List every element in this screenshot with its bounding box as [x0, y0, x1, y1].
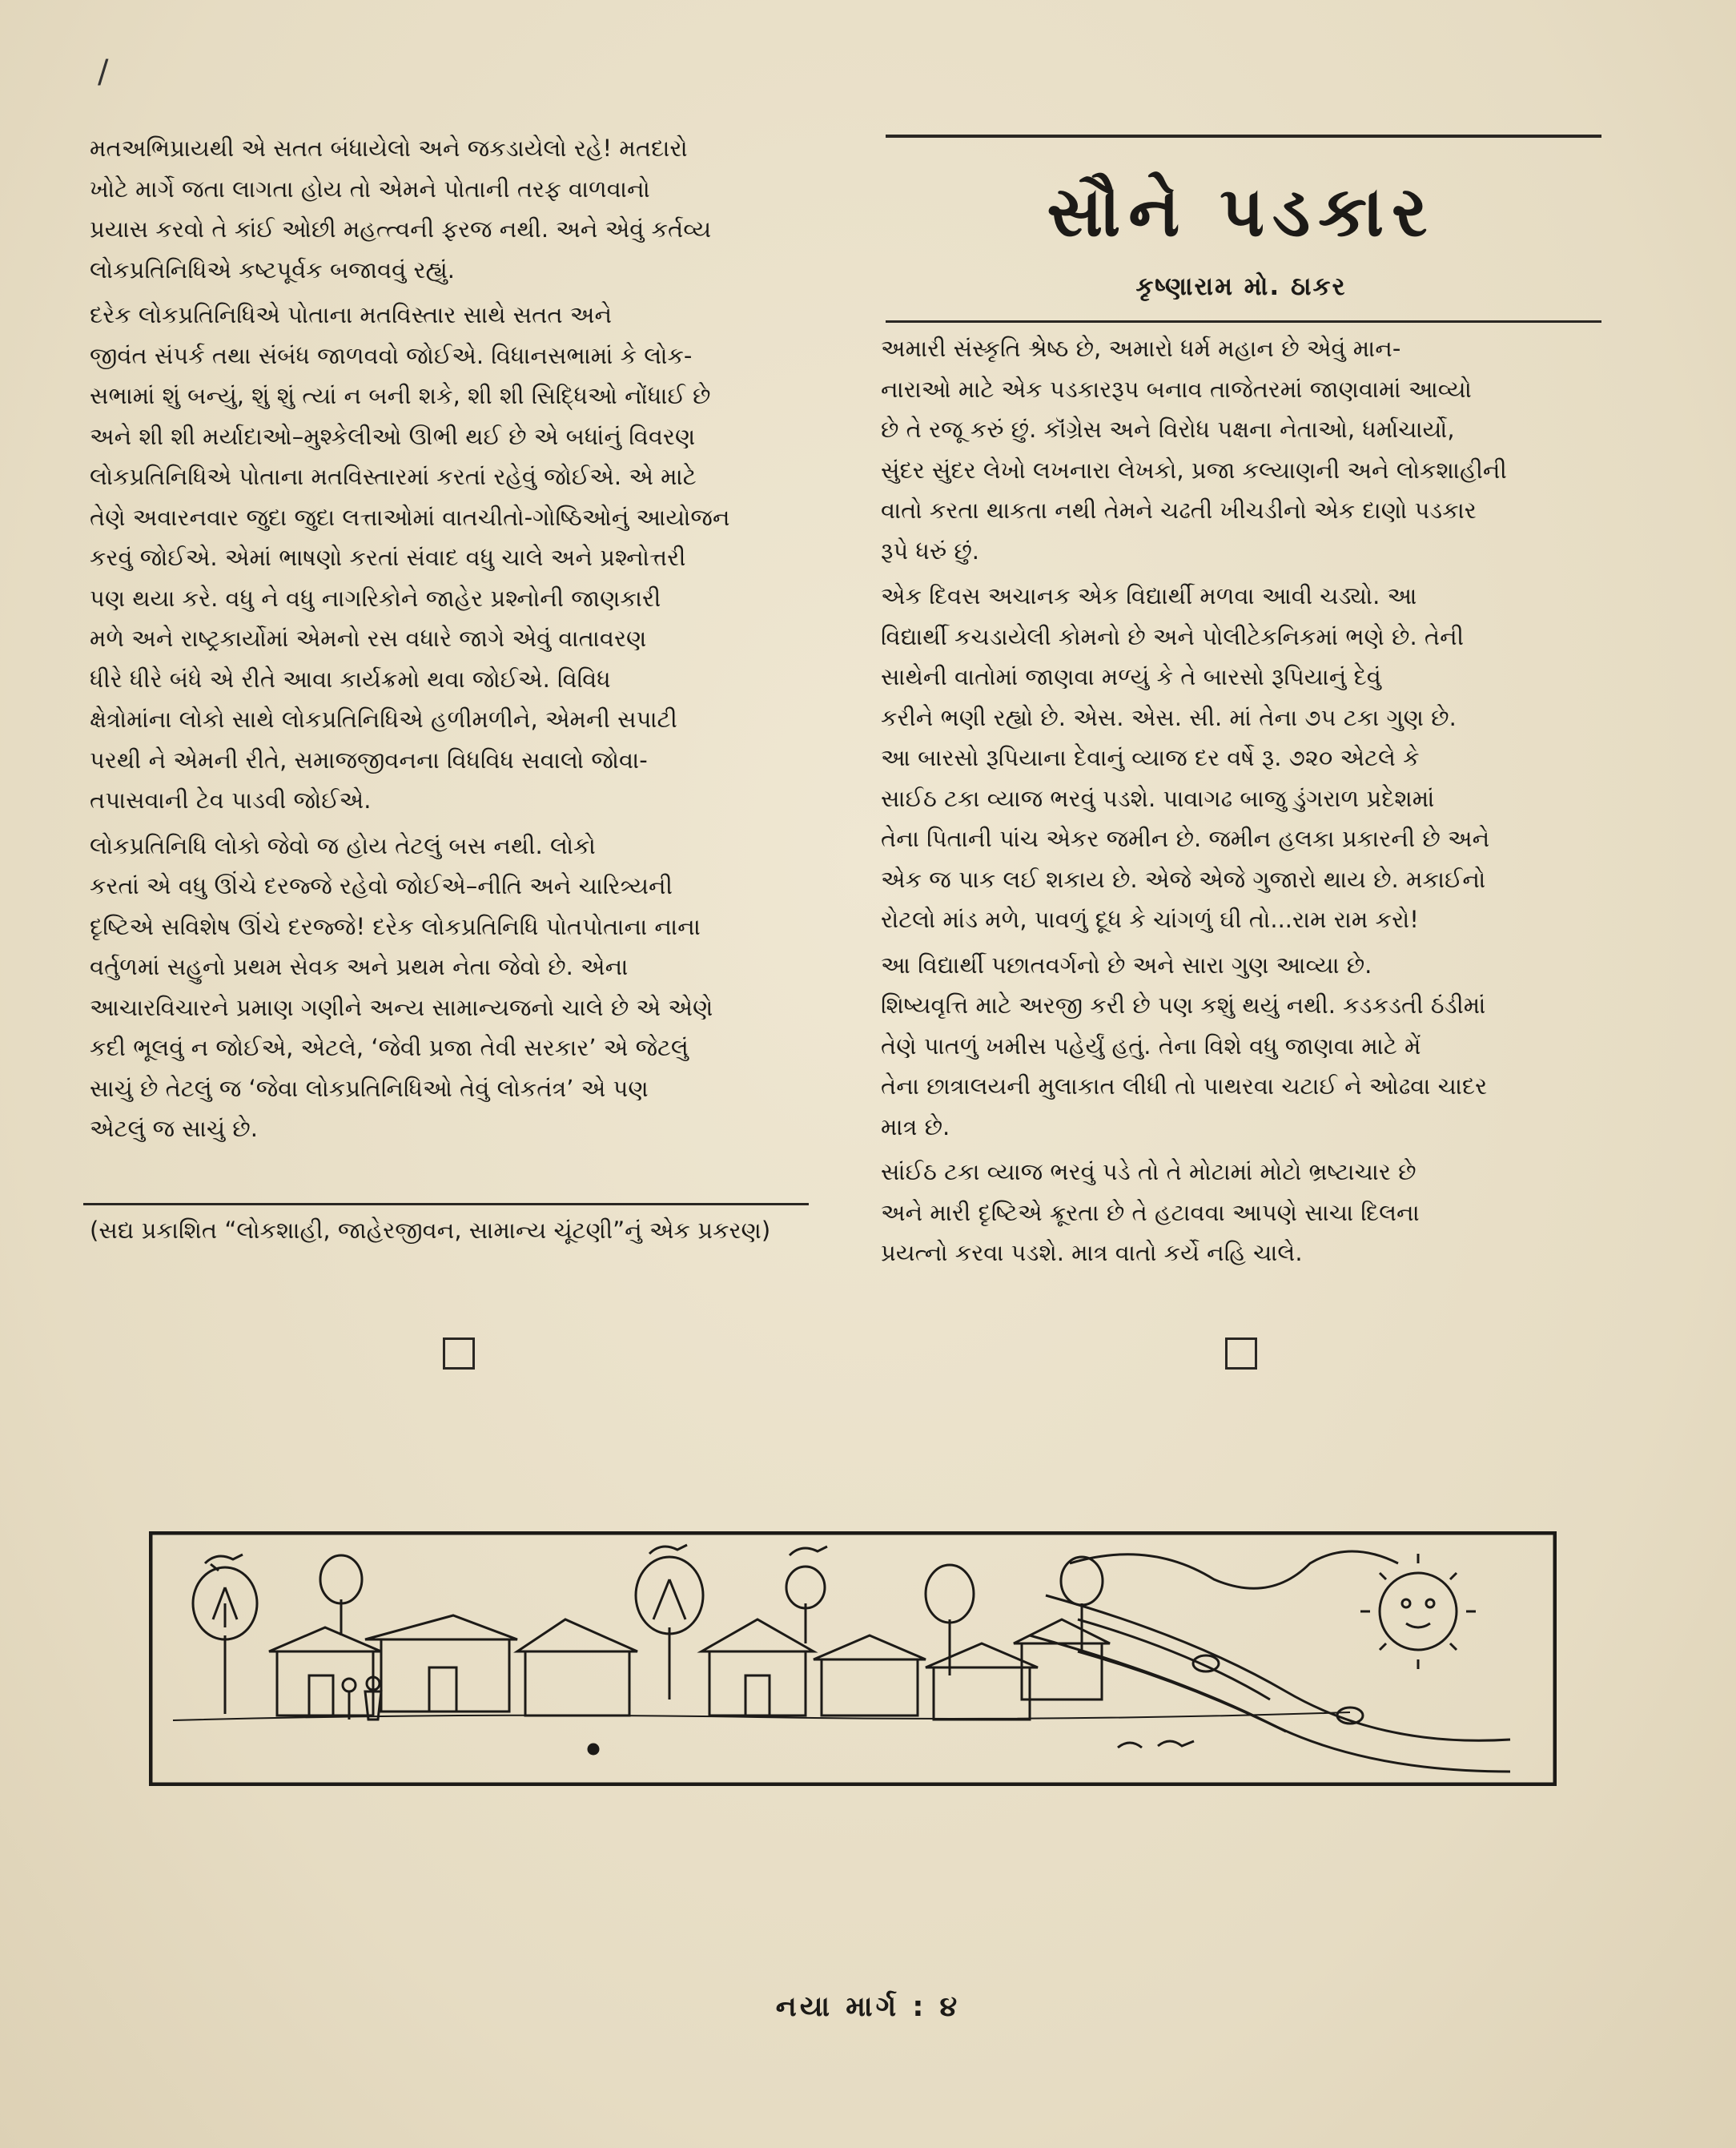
corner-mark: /	[98, 54, 109, 91]
right-paragraph-1: અમારી સંસ્કૃતિ શ્રેષ્ઠ છે, અમારો ધર્મ મહાન છે એવું માન- નારાઓ માટે એક પડકારરૂપ બનાવ તાજેતરમાં જાણવામાં આવ્યો છે તે રજૂ કરું છું. કૉંગ્રેસ અને વિરોધ પક્ષના નેતાઓ, ધર્માચાર્યો, સુંદર સુંદર લેખો લખનારા લેખકો, પ્રજા કલ્યાણની અને લોકશાહીની વાતો કરતા થાકતા નથી તેમને ચઢતી ખીચડીનો એક દાણો પડકાર રૂપે ધરું છું.	[881, 335, 1507, 565]
village-woodcut-illustration	[149, 1531, 1557, 1786]
hut-7	[1014, 1619, 1110, 1699]
hill-line	[1070, 1551, 1398, 1588]
left-paragraph-3: લોકપ્રતિનિધિ લોકો જેવો જ હોય તેટલું બસ નથી. લોકો કરતાં એ વધુ ઊંચે દરજ્જે રહેવો જોઈએ–નીતિ અને ચારિત્ર્યની દૃષ્ટિએ સવિશેષ ઊંચે દરજ્જે! દરેક લોકપ્રતિનિધિ પોતપોતાના નાના વર્તુળમાં સહુનો પ્રથમ સેવક અને પ્રથમ નેતા જેવો છે. એના આચારવિચારને પ્રમાણ ગણીને અન્ય સામાન્યજનો ચાલે છે એ એણે કદી ભૂલવું ન જોઈએ, એટલે, ‘જેવી પ્રજા તેવી સરકાર’ એ જેટલું સાચું છે તેટલું જ ‘જેવા લોકપ્રતિનિધિઓ તેવું લોકતંત્ર’ એ પણ એટલું જ સાચું છે.	[90, 831, 713, 1142]
right-paragraph-2: એક દિવસ અચાનક એક વિદ્યાર્થી મળવા આવી ચડ્યો. આ વિદ્યાર્થી કચડાયેલી કોમનો છે અને પોલીટેકનિકમાં ભણે છે. તેની સાથેની વાતોમાં જાણવા મળ્યું કે તે બારસો રૂપિયાનું દેવું કરીને ભણી રહ્યો છે. એસ. એસ. સી. માં તેના ૭૫ ટકા ગુણ છે. આ બારસો રૂપિયાના દેવાનું વ્યાજ દર વર્ષે રૂ. ૭૨૦ એટલે કે સાઈઠ ટકા વ્યાજ ભરવું પડશે. પાવાગઢ બાજુ ડુંગરાળ પ્રદેશમાં તેના પિતાની પાંચ એકર જમીન છે. જમીન હલકા પ્રકારની છે અને એક જ પાક લઈ શકાય છે. એજે એજે ગુજારો થાય છે. મકાઈનો રોટલો માંડ મળે, પાવળું દૂધ કે ચાંગળું ઘી તો...રામ રામ કરો!	[881, 582, 1490, 933]
people-figures	[343, 1677, 381, 1720]
hut-1	[269, 1627, 381, 1716]
hut-3	[517, 1619, 637, 1716]
hut-5	[814, 1635, 926, 1716]
end-mark-left	[443, 1337, 475, 1370]
left-paragraph-1: મતઅભિપ્રાયથી એ સતત બંધાયેલો અને જકડાયેલો રહે! મતદારો ખોટે માર્ગે જતા લાગતા હોય તો એમને પોતાની તરફ વાળવાનો પ્રયાસ કરવો તે કાંઈ ઓછી મહત્ત્વની ફરજ નથી. અને એવું કર્તવ્ય લોકપ્રતિનિધિએ કષ્ટપૂર્વક બજાવવું રહ્યું.	[90, 135, 712, 284]
dot-mark	[589, 1744, 598, 1754]
right-paragraph-4: સાંઈઠ ટકા વ્યાજ ભરવું પડે તો તે મોટામાં મોટો ભ્રષ્ટાચાર છે અને મારી દૃષ્ટિએ ક્રૂરતા છે તે હટાવવા આપણે સાચા દિલના પ્રયત્નો કરવા પડશે. માત્ર વાતો કર્યે નહિ ચાલે.	[881, 1158, 1420, 1266]
article-title: સૌને પડકાર	[1047, 172, 1436, 252]
source-note-rule	[83, 1203, 809, 1205]
tree-2	[320, 1555, 362, 1635]
left-column	[90, 128, 810, 1154]
bird-icon-3	[790, 1547, 827, 1555]
end-mark-right	[1225, 1337, 1257, 1370]
left-paragraph-2: દરેક લોકપ્રતિનિધિએ પોતાના મતવિસ્તાર સાથે સતત અને જીવંત સંપર્ક તથા સંબંધ જાળવવો જોઈએ. વિધાનસભામાં કે લોક- સભામાં શું બન્યું, શું શું ત્યાં ન બની શકે, શી શી સિદ્ધિઓ નોંધાઈ છે અને શી શી મર્યાદાઓ–મુશ્કેલીઓ ઊભી થઈ છે એ બધાંનું વિવરણ લોકપ્રતિનિધિએ પોતાના મતવિસ્તારમાં કરતાં રહેવું જોઈએ. એ માટે તેણે અવારનવાર જુદા જુદા લત્તાઓમાં વાતચીતો-ગોષ્ઠિઓનું આયોજન કરવું જોઈએ. એમાં ભાષણો કરતાં સંવાદ વધુ ચાલે અને પ્રશ્નોત્તરી પણ થયા કરે. વધુ ને વધુ નાગરિકોને જાહેર પ્રશ્નોની જાણકારી મળે અને રાષ્ટ્રકાર્યોમાં એમનો રસ વધારે જાગે એવું વાતાવરણ ધીરે ધીરે બંધે એ રીતે આવા કાર્યક્રમો થવા જોઈએ. વિવિધ ક્ષેત્રોમાંના લોકો સાથે લોકપ્રતિનિધિએ હળીમળીને, એમની સપાટી પરથી ને એમની રીતે, સમાજજીવનના વિધવિધ સવાલો જોવા- તપાસવાની ટેવ પાડવી જોઈએ.	[90, 301, 730, 814]
sun-icon	[1360, 1554, 1476, 1669]
fish-icon-1	[1193, 1655, 1219, 1671]
right-column	[881, 328, 1601, 1278]
source-note: (સદ્ય પ્રકાશિત “લોકશાહી, જાહેરજીવન, સામાન્ય ચૂંટણી”નું એક પ્રકરણ)	[90, 1217, 771, 1244]
article-author: કૃષ્ણારામ મો. ઠાકર	[1135, 272, 1347, 301]
ground-birds-icon	[1118, 1741, 1194, 1748]
title-top-rule	[886, 135, 1601, 138]
tree-3	[636, 1557, 703, 1699]
hut-4	[701, 1619, 814, 1716]
page-footer: નયા માર્ગ : ૪	[775, 1991, 961, 2023]
hut-2	[365, 1615, 517, 1712]
tree-5	[926, 1565, 974, 1675]
author-rule	[886, 320, 1601, 323]
tree-left	[193, 1567, 257, 1714]
tree-4	[786, 1567, 825, 1643]
bird-icon-2	[649, 1545, 687, 1554]
right-paragraph-3: આ વિદ્યાર્થી પછાતવર્ગનો છે અને સારા ગુણ આવ્યા છે. શિષ્યવૃત્તિ માટે અરજી કરી છે પણ કશું થયું નથી. કડકડતી ઠંડીમાં તેણે પાતળું ખમીસ પહેર્યું હતું. તેના વિશે વધુ જાણવા માટે મેં તેના છાત્રાલયની મુલાકાત લીધી તો પાથરવા ચટાઈ ને ઓઢવા ચાદર માત્ર છે.	[881, 951, 1488, 1140]
